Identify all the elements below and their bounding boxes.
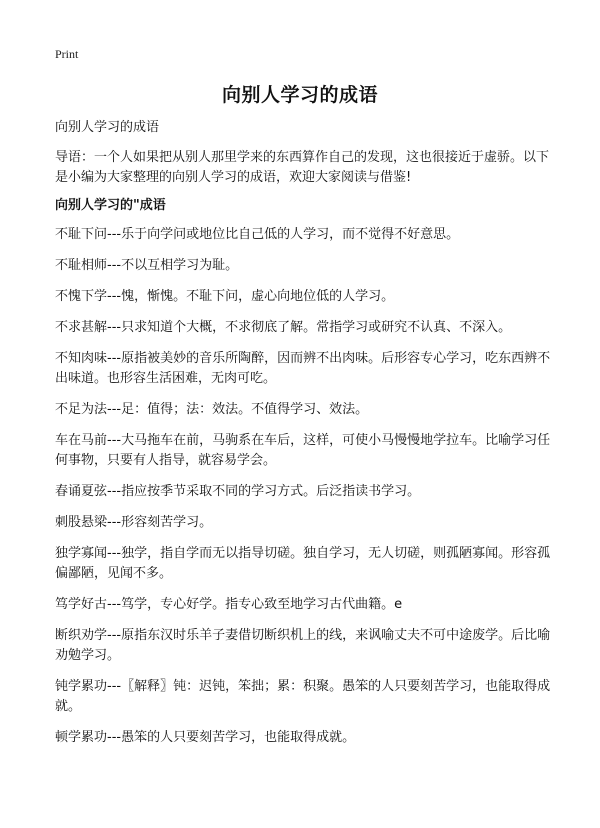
idiom-entry: 不耻下问---乐于向学问或地位比自己低的人学习，而不觉得不好意思。 — [55, 227, 460, 242]
idiom-entry: 不愧下学---愧，惭愧。不耻下问，虚心向地位低的人学习。 — [55, 289, 395, 304]
document-subtitle: 向别人学习的成语 — [55, 120, 160, 135]
idiom-entry: 笃学好古---笃学，专心好学。指专心致至地学习古代曲籍。e — [55, 597, 403, 612]
section-heading: 向别人学习的"成语 — [55, 198, 166, 213]
print-label: Print — [55, 47, 79, 61]
idiom-entry: 不求甚解---只求知道个大概，不求彻底了解。常指学习或研究不认真、不深入。 — [55, 320, 512, 335]
idiom-entry: 不知肉味---原指被美妙的音乐所陶醉，因而辨不出肉味。后形容专心学习，吃东西辨不出味道。也形容生活困难，无肉可吃。 — [55, 351, 551, 386]
page-title: 向别人学习的成语 — [221, 84, 378, 106]
idiom-entry: 顿学累功---愚笨的人只要刻苦学习，也能取得成就。 — [55, 730, 356, 745]
idiom-entry: 不耻相师---不以互相学习为耻。 — [55, 258, 239, 273]
intro-paragraph: 导语：一个人如果把从别人那里学来的东西算作自己的发现，这也很接近于虚骄。以下是小编为大家整理的向别人学习的成语，欢迎大家阅读与借鉴! — [55, 150, 550, 185]
idiom-entry: 车在马前---大马拖车在前，马驹系在车后，这样，可使小马慢慢地学拉车。比喻学习任何事物，只要有人指导，就容易学会。 — [55, 433, 551, 468]
idiom-entry: 断织劝学---原指东汉时乐羊子妻借切断织机上的线，来讽喻丈夫不可中途废学。后比喻劝勉学习。 — [55, 628, 551, 663]
idiom-entry: 春诵夏弦---指应按季节采取不同的学习方式。后泛指读书学习。 — [55, 484, 421, 499]
idiom-entry: 不足为法---足：值得；法：效法。不值得学习、效法。 — [55, 402, 369, 417]
idiom-entry: 钝学累功---〖解释〗钝：迟钝，笨拙；累：积聚。愚笨的人只要刻苦学习，也能取得成就。 — [55, 679, 551, 714]
idiom-entry: 刺股悬梁---形容刻苦学习。 — [55, 515, 213, 530]
document-body — [55, 118, 555, 759]
idiom-entry: 独学寡闻---独学，指自学而无以指导切磋。独自学习，无人切磋，则孤陋寡闻。形容孤偏鄙陋，见闻不多。 — [55, 546, 551, 581]
